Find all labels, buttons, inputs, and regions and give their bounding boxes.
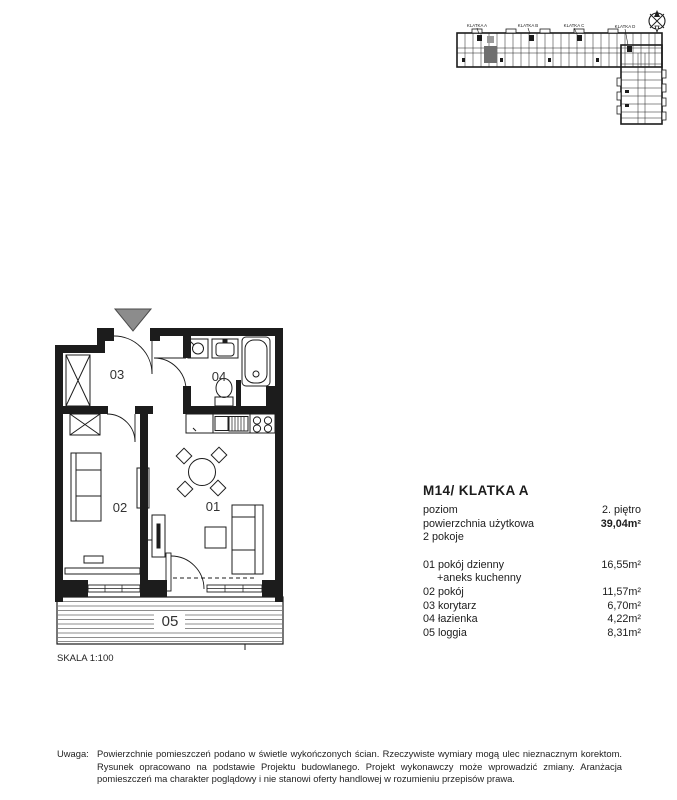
door-bathroom <box>154 358 186 390</box>
overview-stair-cores <box>462 35 632 107</box>
detail-label: 2 pokoje <box>423 531 464 544</box>
room-row-03 <box>423 600 641 614</box>
detail-value: 2. piętro <box>601 504 641 516</box>
room-label-01: 01 <box>205 499 221 514</box>
room-area: 11,57m² <box>602 585 641 598</box>
room-name: 01 pokój dzienny <box>423 558 505 571</box>
desk-room02 <box>65 556 140 574</box>
dining-table <box>176 447 227 497</box>
room-name: +aneks kuchenny <box>437 572 522 585</box>
detail-label: powierzchnia użytkowa <box>423 517 535 530</box>
room-area: 6,70m² <box>607 599 641 612</box>
disclaimer-label: Uwaga: <box>57 748 89 759</box>
detail-row-area <box>423 518 641 532</box>
highlighted-unit-loggia <box>487 36 494 43</box>
label-klatka-b: KLATKA B <box>517 23 539 28</box>
apartment-details-panel <box>423 483 641 640</box>
room-name: 05 loggia <box>423 626 467 639</box>
sofa <box>232 505 263 574</box>
label-klatka-c: KLATKA C <box>563 23 585 28</box>
furniture <box>65 337 275 574</box>
doors <box>107 336 255 591</box>
wardrobe-room02 <box>70 414 100 435</box>
label-klatka-d: KLATKA D <box>614 24 636 29</box>
tv-room01 <box>146 515 165 557</box>
room-area: 16,55m² <box>601 558 641 571</box>
room-area: 8,31m² <box>607 626 641 639</box>
room-row-05 <box>423 627 641 641</box>
room-area: 4,22m² <box>607 613 641 626</box>
detail-value-total-area: 39,04m² <box>600 517 641 530</box>
apartment-title: M14/ KLATKA A <box>423 483 529 498</box>
room-row-04 <box>423 613 641 627</box>
room-name: 02 pokój <box>423 585 464 598</box>
detail-row-poziom <box>423 504 641 518</box>
overview-labels <box>467 23 635 29</box>
room-row-02 <box>423 586 641 600</box>
walls <box>55 328 283 602</box>
label-klatka-a: KLATKA A <box>466 23 488 28</box>
entrance-marker-icon <box>115 309 151 331</box>
kitchen-counter <box>186 414 275 433</box>
bathtub <box>242 337 270 386</box>
window-room02 <box>88 585 140 592</box>
windows <box>88 585 262 592</box>
room-name: 03 korytarz <box>423 599 477 612</box>
detail-row-rooms-count <box>423 531 641 545</box>
building-overview <box>457 10 666 124</box>
bathroom-sink <box>212 339 238 358</box>
disclaimer <box>57 748 622 786</box>
room-row-01b <box>423 572 641 586</box>
room-label-05: 05 <box>161 613 179 630</box>
room-name: 04 łazienka <box>423 613 478 626</box>
detail-label: poziom <box>423 504 458 516</box>
room-label-04: 04 <box>211 369 227 384</box>
side-table <box>205 527 226 548</box>
room-row-01 <box>423 559 641 573</box>
room-label-03: 03 <box>109 367 125 382</box>
door-room02 <box>107 414 135 442</box>
stove <box>253 417 271 432</box>
window-room01 <box>207 585 262 592</box>
highlighted-unit <box>484 46 497 63</box>
bed <box>71 453 101 521</box>
compass-icon <box>649 10 665 32</box>
disclaimer-text: Powierzchnie pomieszczeń podano w świetle wykończonych ścian. Rzeczywiste wymiary mogą ulec nieznacznym korektom. Rysunek opracowano na podstawie Projektu budowlanego. Projekt wykonawczy może wprowadzić zmiany. Aranżacja pomieszczeń ma charakter poglądowy i nie stanowi oferty handlowej w rozumieniu przepisów prawa. <box>97 748 622 785</box>
wardrobe-hall <box>66 355 90 406</box>
room-label-02: 02 <box>112 500 128 515</box>
scale-label: SKALA 1:100 <box>57 653 114 664</box>
